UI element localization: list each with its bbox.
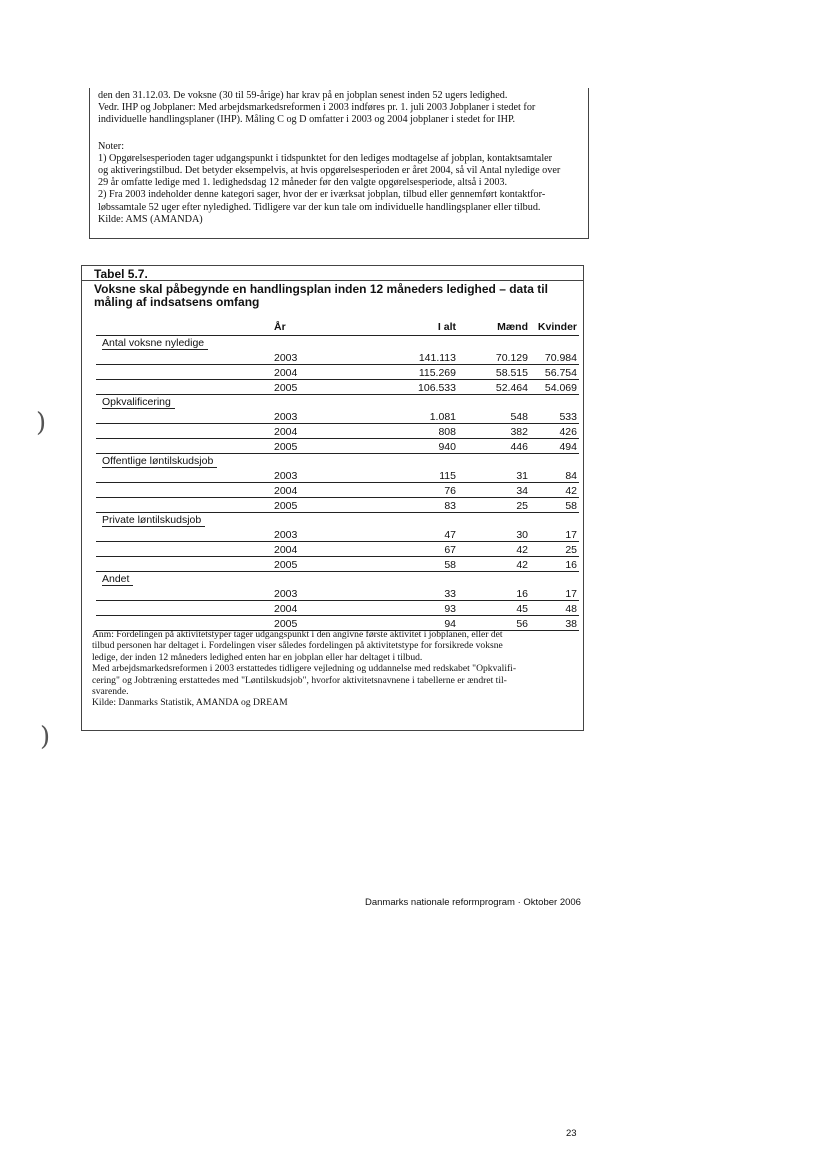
cell-total: 141.113 — [418, 352, 456, 364]
table-row — [96, 586, 579, 601]
note-line: 1) Opgørelsesperioden tager udgangspunkt i tidspunktet for den lediges modtagelse af jobplan, kontaktsamtaler — [98, 152, 553, 164]
header-women: Kvinder — [537, 321, 577, 333]
cell-year: 2005 — [274, 441, 298, 453]
page-footer: Danmarks nationale reformprogram · Oktober 2006 — [365, 897, 581, 908]
table-group — [96, 513, 579, 527]
note-line: individuelle handlingsplaner (IHP). Måling C og D omfatter i 2003 og 2004 jobplaner i stedet for IHP. — [98, 114, 516, 126]
table-row — [96, 527, 579, 542]
table-row — [96, 468, 579, 483]
cell-total: 94 — [444, 618, 456, 630]
source-line: Kilde: Danmarks Statistik, AMANDA og DREAM — [92, 697, 288, 709]
cell-year: 2004 — [274, 485, 298, 497]
cell-total: 93 — [444, 603, 456, 615]
table-row — [96, 424, 579, 439]
note-line: 29 år omfatte ledige med 1. ledighedsdag 12 måneder før den valgte opgørelsesperiode, altså i 2003. — [98, 177, 508, 189]
cell-men: 70.129 — [495, 352, 528, 364]
note-line: og aktiveringstilbud. Det betyder eksempelvis, at hvis opgørelsesperioden er året 2004, så vil Antal nyledige over — [98, 165, 561, 177]
cell-total: 106.533 — [418, 382, 456, 394]
source-line: Kilde: AMS (AMANDA) — [98, 213, 203, 225]
cell-women: 56.754 — [544, 367, 577, 379]
cell-women: 38 — [565, 618, 577, 630]
cell-total: 58 — [444, 559, 456, 571]
cell-total: 115.269 — [418, 367, 456, 379]
cell-women: 42 — [565, 485, 577, 497]
cell-year: 2003 — [274, 411, 298, 423]
scan-artifact-paren: ) — [36, 408, 47, 438]
note-line: Vedr. IHP og Jobplaner: Med arbejdsmarkedsreformen i 2003 indføres pr. 1. juli 2003 Jobplaner i stedet for — [98, 102, 536, 114]
cell-year: 2005 — [274, 500, 298, 512]
cell-men: 56 — [516, 618, 528, 630]
cell-women: 17 — [565, 588, 577, 600]
cell-men: 52.464 — [495, 382, 528, 394]
table-row — [96, 557, 579, 572]
cell-men: 31 — [516, 470, 528, 482]
cell-women: 70.984 — [544, 352, 577, 364]
cell-total: 76 — [444, 485, 456, 497]
table-row — [96, 483, 579, 498]
table-group — [96, 395, 579, 409]
table-row — [96, 350, 579, 365]
cell-women: 48 — [565, 603, 577, 615]
cell-men: 548 — [510, 411, 528, 423]
cell-year: 2003 — [274, 470, 298, 482]
group-label: Private løntilskudsjob — [102, 514, 205, 527]
note-line: 2) Fra 2003 indeholder denne kategori sager, hvor der er iværksat jobplan, tilbud eller gennemført kontaktfor- — [98, 189, 546, 201]
cell-women: 54.069 — [544, 382, 577, 394]
cell-year: 2005 — [274, 618, 298, 630]
table-group — [96, 454, 579, 468]
table-note — [92, 629, 562, 709]
cell-men: 42 — [516, 559, 528, 571]
cell-women: 494 — [559, 441, 577, 453]
cell-women: 533 — [559, 411, 577, 423]
cell-year: 2004 — [274, 367, 298, 379]
table-row — [96, 542, 579, 557]
cell-year: 2005 — [274, 559, 298, 571]
table-header-row — [96, 319, 579, 336]
cell-year: 2003 — [274, 588, 298, 600]
cell-men: 58.515 — [495, 367, 528, 379]
cell-total: 1.081 — [429, 411, 456, 423]
continuation-note-box — [89, 88, 589, 239]
cell-men: 16 — [516, 588, 528, 600]
table-group — [96, 336, 579, 350]
page-number: 23 — [566, 1128, 577, 1139]
group-label: Offentlige løntilskudsjob — [102, 455, 217, 468]
table-label: Tabel 5.7. — [82, 266, 583, 281]
header-men: Mænd — [497, 321, 528, 333]
table-row — [96, 498, 579, 513]
cell-year: 2003 — [274, 529, 298, 541]
cell-total: 67 — [444, 544, 456, 556]
cell-men: 42 — [516, 544, 528, 556]
cell-men: 25 — [516, 500, 528, 512]
cell-year: 2005 — [274, 382, 298, 394]
cell-women: 84 — [565, 470, 577, 482]
group-label: Andet — [102, 573, 133, 586]
note-line: Med arbejdsmarkedsreformen i 2003 erstattedes tidligere vejledning og uddannelse med redskabet "Opkvalifi- — [92, 663, 517, 675]
cell-year: 2004 — [274, 603, 298, 615]
cell-year: 2004 — [274, 544, 298, 556]
cell-women: 17 — [565, 529, 577, 541]
cell-total: 808 — [438, 426, 456, 438]
data-table — [96, 319, 579, 631]
note-line: svarende. — [92, 686, 129, 698]
cell-women: 58 — [565, 500, 577, 512]
group-label: Opkvalificering — [102, 396, 175, 409]
cell-men: 30 — [516, 529, 528, 541]
header-year: År — [274, 321, 286, 333]
table-row — [96, 365, 579, 380]
group-label: Antal voksne nyledige — [102, 337, 208, 350]
cell-men: 382 — [510, 426, 528, 438]
table-row — [96, 409, 579, 424]
notes-heading: Noter: — [98, 140, 125, 152]
table-group — [96, 572, 579, 586]
note-line: løbssamtale 52 uger efter nyledighed. Tidligere var der kun tale om individuelle handlingsplaner eller tilbud. — [98, 201, 541, 213]
cell-men: 34 — [516, 485, 528, 497]
note-line: den den 31.12.03. De voksne (30 til 59-årige) har krav på en jobplan senest inden 52 ugers ledighed. — [98, 90, 508, 101]
note-line: ledige, der inden 12 måneders ledighed enten har en jobplan eller har deltaget i tilbud. — [92, 651, 423, 663]
header-total: I alt — [437, 321, 456, 333]
cell-year: 2004 — [274, 426, 298, 438]
cell-total: 115 — [439, 470, 456, 482]
table-row — [96, 601, 579, 616]
cell-total: 940 — [438, 441, 456, 453]
cell-total: 33 — [444, 588, 456, 600]
note-line: tilbud personen har deltaget i. Fordelingen viser således fordelingen på aktivitetstype for forsikrede voksne — [92, 640, 503, 652]
table-row — [96, 380, 579, 395]
table-row — [96, 439, 579, 454]
cell-men: 45 — [516, 603, 528, 615]
cell-women: 16 — [565, 559, 577, 571]
cell-women: 426 — [559, 426, 577, 438]
note-line: Anm: Fordelingen på aktivitetstyper tager udgangspunkt i den angivne første aktivitet i jobplanen, eller det — [92, 629, 503, 640]
scan-artifact-paren: ) — [40, 722, 51, 752]
cell-men: 446 — [510, 441, 528, 453]
note-line: cering" og Jobtræning erstattedes med "Løntilskudsjob", hvorfor aktivitetsnavnene i tabellerne er ændret til- — [92, 674, 507, 686]
cell-year: 2003 — [274, 352, 298, 364]
cell-women: 25 — [565, 544, 577, 556]
cell-total: 83 — [444, 500, 456, 512]
cell-total: 47 — [444, 529, 456, 541]
table-title: Voksne skal påbegynde en handlingsplan inden 12 måneders ledighed – data til måling af indsatsens omfang — [94, 282, 548, 309]
